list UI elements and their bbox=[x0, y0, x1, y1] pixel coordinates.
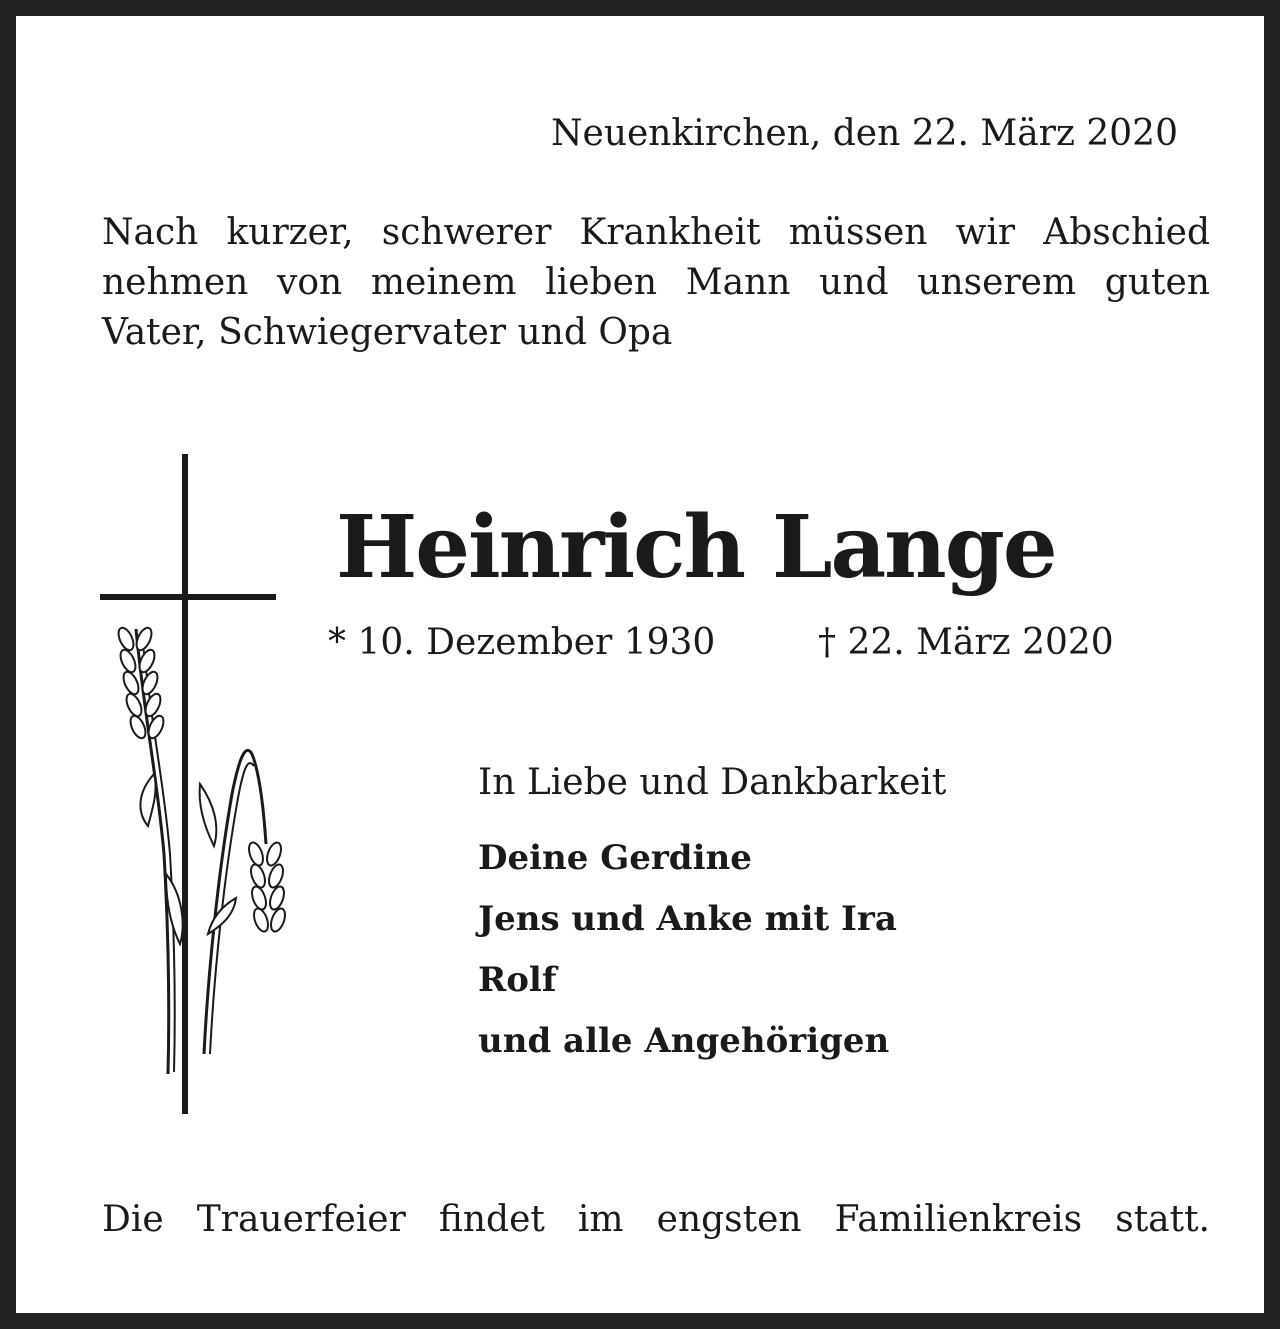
mourner-name: Jens und Anke mit Ira bbox=[478, 899, 897, 939]
death-date: † 22. März 2020 bbox=[818, 622, 1114, 663]
thanks-line: In Liebe und Dankbarkeit bbox=[478, 762, 947, 803]
intro-text bbox=[102, 208, 1210, 358]
mourner-name: Rolf bbox=[478, 960, 557, 1000]
place-date: Neuenkirchen, den 22. März 2020 bbox=[551, 113, 1178, 154]
intro-line: nehmen von meinem lieben Mann und unserem guten bbox=[102, 262, 1210, 303]
cross-with-wheat-icon bbox=[96, 454, 296, 1116]
deceased-name: Heinrich Lange bbox=[336, 497, 1056, 598]
mourners-list bbox=[478, 828, 897, 1072]
intro-line: Nach kurzer, schwerer Krankheit müssen wir Abschied bbox=[102, 212, 1210, 253]
intro-line: Vater, Schwiegervater und Opa bbox=[102, 312, 673, 353]
funeral-note: Die Trauerfeier findet im engsten Familienkreis statt. bbox=[102, 1199, 1210, 1240]
mourner-name: Deine Gerdine bbox=[478, 838, 752, 878]
mourner-name: und alle Angehörigen bbox=[478, 1021, 890, 1061]
birth-date: * 10. Dezember 1930 bbox=[328, 622, 716, 663]
